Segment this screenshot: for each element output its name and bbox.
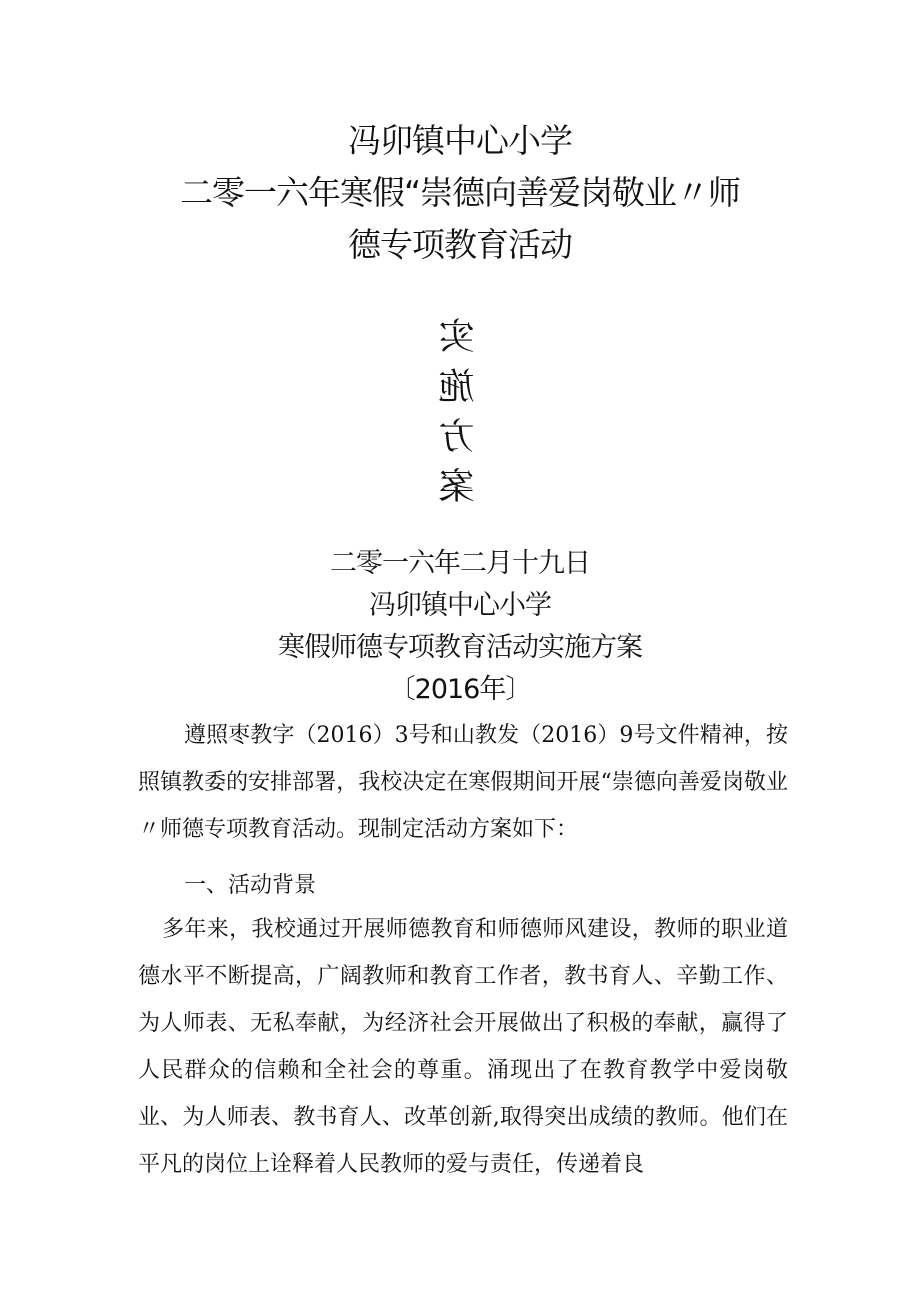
cover-title-line-1: 冯卯镇中心小学 <box>348 121 572 160</box>
plan-title: 寒假师德专项教育活动实施方案 <box>278 632 642 663</box>
plan-year: 〔2016年〕 <box>388 674 532 705</box>
plan-school-name: 冯卯镇中心小学 <box>369 590 551 621</box>
intro-paragraph: 遵照枣教字（2016）3号和山教发（2016）9号文件精神，按照镇教委的安排部署，我校决定在寒假期间开展“崇德向善爱岗敬业〃师德专项教育活动。现制定活动方案如下： <box>138 723 788 842</box>
background-paragraph: 多年来，我校通过开展师德教育和师德师风建设，教师的职业道德水平不断提高，广阔教师和教育工作者，教书育人、辛勤工作、为人师表、无私奉献，为经济社会开展做出了积极的奉献，赢得了人民群众的信赖和全社会的尊重。涌现出了在教育教学中爱岗敬业、为人师表、教书育人、改革创新,取得突出成绩的教师。他们在平凡的岗位上诠释着人民教师的爱与责任，传递着良 <box>138 917 788 1177</box>
vertical-plan-label: 实施方案 <box>439 317 480 517</box>
plan-date: 二零一六年二月十九日 <box>330 548 590 579</box>
cover-title-line-3: 德专项教育活动 <box>348 225 572 264</box>
section-heading-background: 一、活动背景 <box>184 873 317 898</box>
cover-title-line-2: 二零一六年寒假“崇德向善爱岗敬业〃师 <box>179 173 741 212</box>
